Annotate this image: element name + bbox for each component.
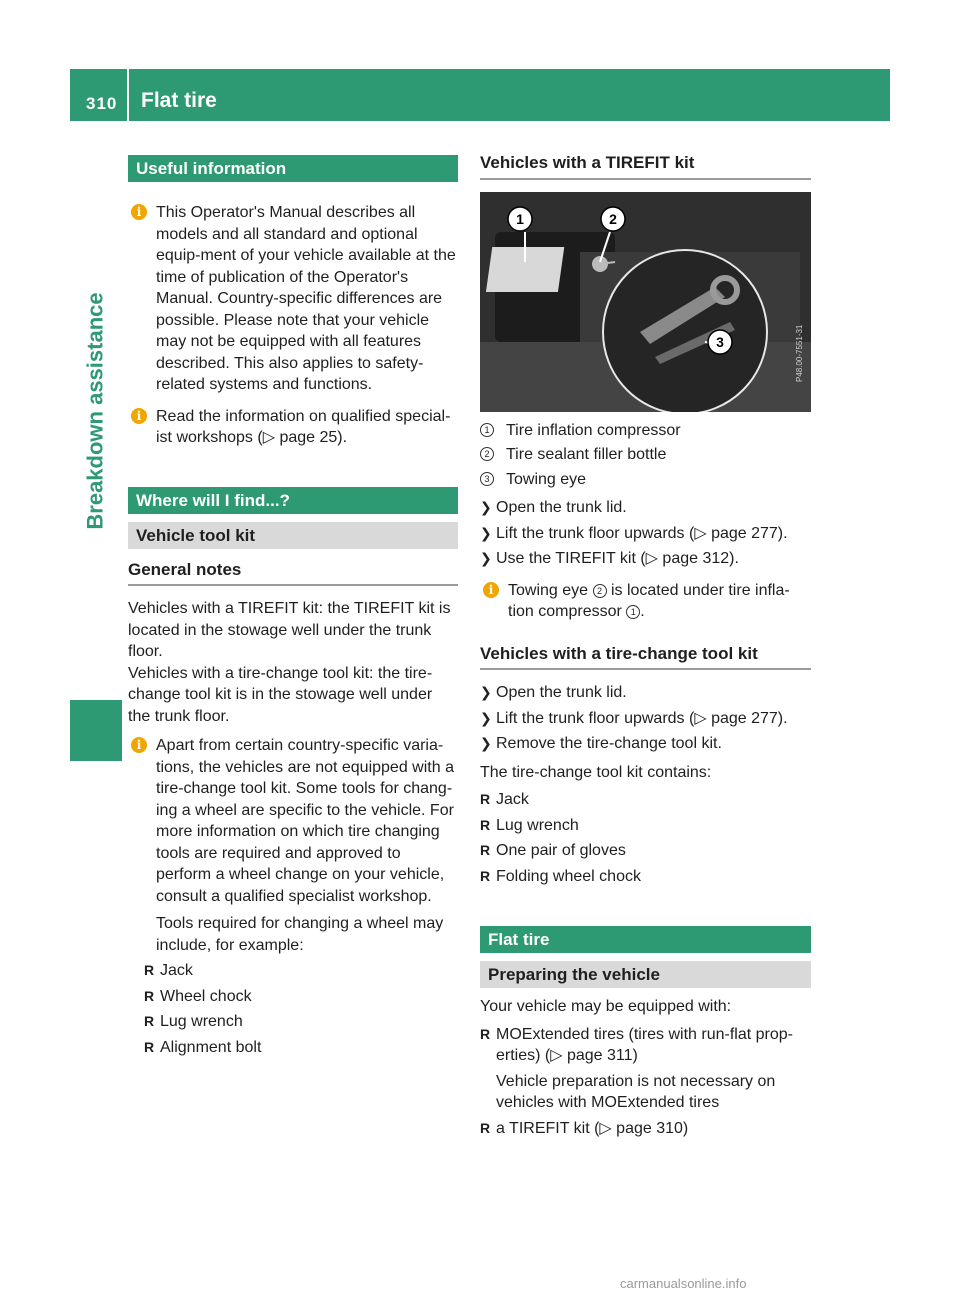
bullet-icon: R	[480, 867, 491, 884]
left-column	[128, 155, 458, 1058]
page-number: 310	[86, 94, 118, 113]
step-arrow-icon: ❯	[480, 735, 492, 751]
bullet-icon: R	[144, 1038, 155, 1055]
info-note-towing-eye: i Towing eye 2 is located under tire infla-tion compressor 1 .	[480, 580, 811, 623]
para-toolkit-location: Vehicles with a tire-change tool kit: the tire-change tool kit is in the stowage well under the trunk floor.	[128, 664, 433, 725]
list-item: R Alignment bolt	[128, 1037, 458, 1059]
page-title: Flat tire	[141, 89, 217, 112]
step-arrow-icon: ❯	[480, 499, 492, 515]
section-vehicle-tool-kit: Vehicle tool kit	[128, 522, 458, 549]
list-item: R Folding wheel chock	[480, 866, 811, 888]
step-item: ❯ Open the trunk lid.	[480, 497, 811, 519]
info-note-workshops: i Read the information on qualified special-ist workshops (▷ page 25).	[128, 406, 458, 449]
step-item: ❯ Lift the trunk floor upwards (▷ page 277).	[480, 523, 811, 545]
info-icon: i	[483, 582, 499, 598]
photo-code: P48.00-7551-31	[795, 324, 804, 382]
side-tab-marker	[70, 700, 122, 761]
callout-2-marker	[601, 207, 625, 231]
section-useful-information: Useful information	[128, 155, 458, 182]
header-divider	[127, 69, 129, 121]
bullet-icon: R	[144, 1013, 155, 1029]
info-icon: i	[131, 737, 147, 753]
para-tirefit-location: Vehicles with a TIREFIT kit: the TIREFIT kit is located in the stowage well under the trunk floor.	[128, 600, 451, 660]
tirefit-kit-photo	[480, 192, 811, 412]
info-icon: i	[131, 204, 147, 220]
svg-text:2: 2	[609, 210, 617, 227]
section-preparing-vehicle: Preparing the vehicle	[480, 961, 811, 988]
list-item: R Jack	[128, 960, 458, 982]
step-item: ❯ Lift the trunk floor upwards (▷ page 277).	[480, 708, 811, 730]
para-kit-contains: The tire-change tool kit contains:	[480, 763, 712, 781]
svg-text:1: 1	[516, 210, 524, 227]
callout-legend-3: 3 Towing eye	[480, 469, 811, 491]
callout-3-marker	[708, 330, 732, 354]
callout-legend-1: 1 Tire inflation compressor	[480, 420, 811, 442]
heading-general-notes: General notes	[128, 559, 458, 587]
step-item: ❯ Use the TIREFIT kit (▷ page 312).	[480, 548, 811, 570]
side-section-label: Breakdown assistance	[83, 292, 109, 530]
para-equipped-with: Your vehicle may be equipped with:	[480, 998, 732, 1015]
bullet-icon: R	[144, 987, 155, 1004]
list-item: R a TIREFIT kit (▷ page 310)	[480, 1118, 811, 1140]
list-item: R Lug wrench	[128, 1011, 458, 1033]
bullet-icon: R	[480, 1025, 491, 1042]
step-item: ❯ Remove the tire-change tool kit.	[480, 733, 811, 755]
list-item: R Jack	[480, 789, 811, 811]
step-arrow-icon: ❯	[480, 524, 492, 541]
bullet-icon: R	[480, 816, 491, 833]
bullet-icon: R	[480, 842, 491, 858]
bullet-icon: R	[144, 962, 155, 978]
step-item: ❯ Open the trunk lid.	[480, 682, 811, 704]
list-item: R Lug wrench	[480, 815, 811, 837]
callout-legend-2: 2 Tire sealant filler bottle	[480, 444, 811, 466]
info-icon: i	[131, 408, 147, 424]
watermark: carmanualsonline.info	[620, 1276, 747, 1291]
step-arrow-icon: ❯	[480, 709, 492, 726]
info-note-toolkit: i Apart from certain country-specific varia-tions, the vehicles are not equipped with a tire-change tool kit. Some tools for chang-ing a wheel are specific to the vehicle. For more information on which tire changing tools are required and approved to perform a wheel change on your vehicle, consult a qualified specialist workshop. Tools required for changing a wheel may include, for example: R Jack R Wheel chock R Lug wrench R Alignment bolt	[128, 735, 458, 1058]
bullet-icon: R	[480, 1119, 491, 1136]
heading-tire-change-kit: Vehicles with a tire-change tool kit	[480, 643, 811, 671]
right-column	[480, 152, 811, 1139]
section-flat-tire: Flat tire	[480, 926, 811, 953]
list-item: R MOExtended tires (tires with run-flat prop-erties) (▷ page 311) Vehicle preparation is not necessary on vehicles with MOExtended tires	[480, 1025, 793, 1111]
step-arrow-icon: ❯	[480, 550, 492, 566]
info-note-manual: i This Operator's Manual describes all models and all standard and optional equip-ment of your vehicle available at the time of publication of the Operator's Manual. Country-specific differences are possible. Please note that your vehicle may not be equipped with all features described. This also applies to safety-related systems and functions.	[128, 202, 458, 396]
callout-1-marker	[508, 207, 532, 231]
section-where-will-i-find: Where will I find...?	[128, 487, 458, 514]
svg-text:3: 3	[716, 333, 724, 350]
step-arrow-icon: ❯	[480, 684, 492, 700]
list-item: R Wheel chock	[128, 986, 458, 1008]
heading-tirefit-kit: Vehicles with a TIREFIT kit	[480, 152, 811, 180]
bullet-icon: R	[480, 791, 491, 807]
list-item: R One pair of gloves	[480, 840, 811, 862]
